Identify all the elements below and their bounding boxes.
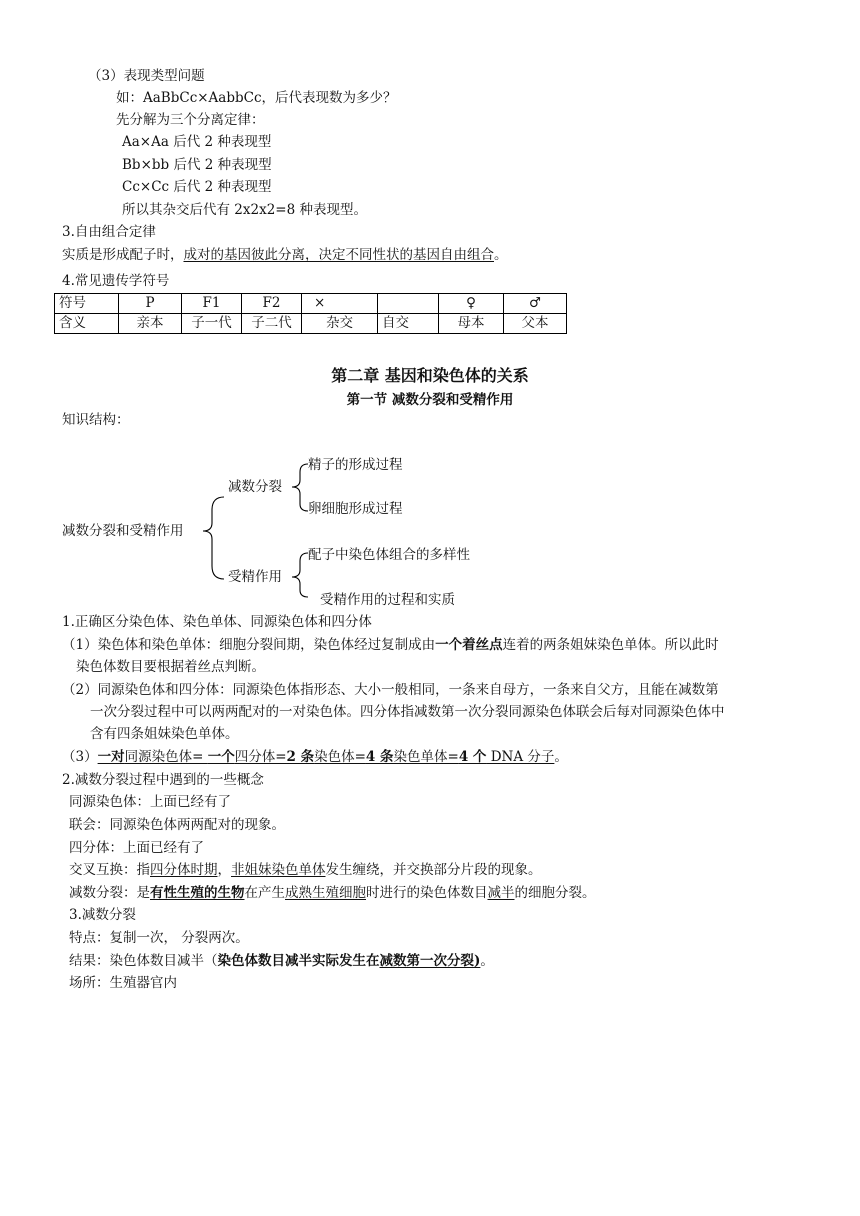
p2-crossover bbox=[69, 861, 542, 879]
p2-m-underlined: 减半 bbox=[487, 885, 515, 901]
law-underlined: 成对的基因彼此分离，决定不同性状的基因自由组合 bbox=[183, 247, 494, 263]
sec3-line1: Aa×Aa 后代 2 种表现型 bbox=[122, 134, 272, 150]
p1-a-text: （1）染色体和染色单体：细胞分裂间期，染色体经过复制成由 bbox=[62, 637, 436, 653]
sec3-line2: Bb×bb 后代 2 种表现型 bbox=[122, 157, 272, 173]
p1-c-bold: 4 条 bbox=[365, 749, 394, 765]
p1-c-end: 。 bbox=[554, 749, 568, 765]
p3-r-bold: 染色体数目减半实际发生在 bbox=[217, 953, 380, 969]
p2-tetrad: 四分体：上面已经有了 bbox=[69, 840, 204, 856]
p1-a-line2: 染色体数目要根据着丝点判断。 bbox=[76, 659, 265, 675]
p1-c-text: 染色单体= bbox=[393, 749, 459, 765]
p1-title: 1.正确区分染色体、染色单体、同源染色体和四分体 bbox=[62, 614, 372, 630]
p2-m-text: 的细胞分裂。 bbox=[514, 885, 596, 901]
p2-x-text: ， bbox=[217, 862, 231, 878]
p3-r-end: 。 bbox=[480, 953, 494, 969]
symbol-cell: F2 bbox=[242, 294, 302, 314]
p2-homologous: 同源染色体：上面已经有了 bbox=[69, 794, 231, 810]
tree-leaf-process: 受精作用的过程和实质 bbox=[320, 592, 455, 608]
p2-m-text: 在产生 bbox=[244, 885, 285, 901]
brace-root bbox=[203, 497, 224, 579]
p2-x-underlined: 非姐妹染色单体 bbox=[231, 862, 326, 878]
symbol-cell: F1 bbox=[182, 294, 242, 314]
symbol-cell: × bbox=[302, 294, 378, 314]
p1-a-text2: 连着的两条姐妹染色单体。所以此时 bbox=[502, 637, 719, 653]
section-title: 第一节 减数分裂和受精作用 bbox=[346, 392, 514, 408]
p1-b-line1: （2）同源染色体和四分体：同源染色体指形态、大小一般相同，一条来自母方，一条来自父方，且能在减数第 bbox=[62, 682, 719, 698]
meaning-cell: 子二代 bbox=[242, 314, 302, 334]
sec3-intro: 先分解为三个分离定律： bbox=[116, 112, 265, 128]
meaning-cell: 子一代 bbox=[182, 314, 242, 334]
tree-node-meiosis: 减数分裂 bbox=[228, 479, 282, 495]
tree-leaf-sperm: 精子的形成过程 bbox=[308, 457, 403, 473]
p2-meiosis-def bbox=[69, 884, 596, 902]
symbol-cell: ♀ bbox=[439, 294, 504, 314]
tree-leaf-egg: 卵细胞形成过程 bbox=[308, 501, 403, 517]
p3-r-bold-underlined: 减数第一次分裂) bbox=[379, 953, 481, 969]
p1-c-text: DNA 分子 bbox=[486, 749, 555, 765]
sec3-line3: Cc×Cc 后代 2 种表现型 bbox=[122, 179, 272, 195]
p2-title: 2.减数分裂过程中遇到的一些概念 bbox=[62, 772, 264, 788]
p2-m-text: 减数分裂：是 bbox=[69, 885, 150, 901]
symbol-cell: ♂ bbox=[504, 294, 567, 314]
p1-c-bold: 4 个 bbox=[458, 749, 487, 765]
law-pre: 实质是形成配子时， bbox=[62, 247, 184, 263]
p1-c-text: 染色体= bbox=[314, 749, 366, 765]
meaning-cell: 含义 bbox=[55, 314, 119, 334]
p3-result bbox=[69, 952, 494, 970]
tree-leaf-diversity: 配子中染色体组合的多样性 bbox=[308, 547, 470, 563]
tree-label: 知识结构： bbox=[62, 412, 130, 428]
p2-x-text: 发生缠绕，并交换部分片段的现象。 bbox=[325, 862, 542, 878]
tree-root: 减数分裂和受精作用 bbox=[62, 523, 184, 539]
meaning-cell: 母本 bbox=[439, 314, 504, 334]
symbol-cell: P bbox=[119, 294, 182, 314]
p3-location: 场所：生殖器官内 bbox=[69, 975, 177, 991]
p1-c-bold: 一个 bbox=[207, 749, 235, 765]
p3-feature: 特点：复制一次， 分裂两次。 bbox=[69, 930, 249, 946]
p3-title: 3.减数分裂 bbox=[69, 907, 136, 923]
p1-c-line bbox=[62, 748, 568, 766]
sec3-question: 如：AaBbCc×AabbCc，后代表现数为多少？ bbox=[116, 90, 397, 106]
p1-c-bold: 一对 bbox=[97, 749, 125, 765]
symbols-title: 4.常见遗传学符号 bbox=[62, 273, 170, 289]
p2-m-text: 时进行的染色体数目 bbox=[366, 885, 488, 901]
law-post: 。 bbox=[494, 247, 508, 263]
p1-c-bold: 2 条 bbox=[286, 749, 315, 765]
p1-b-line2: 一次分裂过程中可以两两配对的一对染色体。四分体指减数第一次分裂同源染色体联会后每对同源染色体中 bbox=[90, 704, 725, 720]
p2-m-underlined: 成熟生殖细胞 bbox=[285, 885, 366, 901]
p1-a-bold: 一个着丝点 bbox=[435, 637, 503, 653]
meaning-cell: 自交 bbox=[378, 314, 439, 334]
symbol-cell: 符号 bbox=[55, 294, 119, 314]
chapter-title: 第二章 基因和染色体的关系 bbox=[331, 366, 529, 385]
law-title: 3.自由组合定律 bbox=[62, 224, 156, 240]
sec3-conclusion: 所以其杂交后代有 2x2x2=8 种表现型。 bbox=[122, 202, 367, 218]
meaning-cell: 父本 bbox=[504, 314, 567, 334]
p2-x-text: 交叉互换：指 bbox=[69, 862, 150, 878]
meaning-cell: 杂交 bbox=[302, 314, 378, 334]
p1-a-line1 bbox=[62, 636, 719, 654]
p3-r-text: 结果：染色体数目减半（ bbox=[69, 953, 218, 969]
p2-synapsis: 联会：同源染色体两两配对的现象。 bbox=[69, 817, 285, 833]
brace-meiosis bbox=[292, 464, 308, 511]
brace-fertilization bbox=[292, 553, 308, 597]
p1-c-text: 同源染色体= bbox=[124, 749, 208, 765]
p1-c-pre: （3） bbox=[62, 749, 98, 765]
tree-node-fertilization: 受精作用 bbox=[228, 569, 282, 585]
p1-b-line3: 含有四条姐妹染色单体。 bbox=[90, 726, 239, 742]
p2-m-bold-underlined: 有性生殖的生物 bbox=[150, 885, 245, 901]
p2-x-underlined: 四分体时期 bbox=[150, 862, 218, 878]
meaning-cell: 亲本 bbox=[119, 314, 182, 334]
sec3-heading: （3）表现类型问题 bbox=[88, 68, 205, 84]
p1-c-text: 四分体= bbox=[234, 749, 287, 765]
